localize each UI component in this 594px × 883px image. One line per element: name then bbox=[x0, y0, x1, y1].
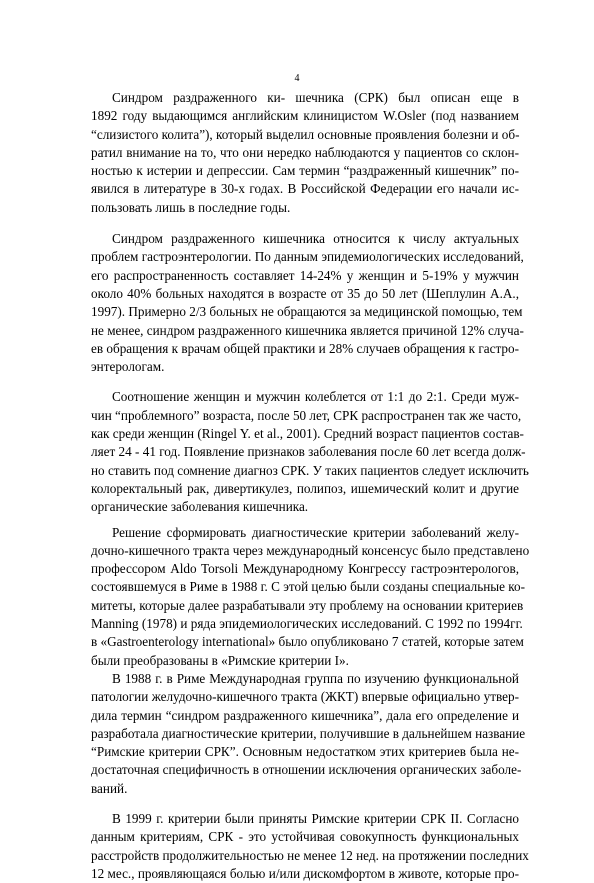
text-line: разработала диагностические критерии, получившие в дальнейшем название bbox=[91, 725, 526, 741]
body-text bbox=[91, 89, 530, 883]
text-line: 1997). Примерно 2/3 больных не обращаются за медицинской помощью, тем bbox=[91, 304, 523, 320]
text-line: ваний. bbox=[91, 780, 128, 796]
text-line: как среди женщин (Ringel Y. et al., 2001). Средний возраст пациентов состав- bbox=[91, 426, 524, 442]
text-line: достаточная специфичность в отношении исключения органических заболе- bbox=[91, 762, 522, 778]
text-line: но ставить под сомнение диагноз СРК. У таких пациентов следует исключить bbox=[91, 462, 529, 478]
text-line: колоректальный рак, дивертикулез, полипоз, ишемический колит и другие bbox=[91, 480, 519, 496]
text-line: Синдром раздраженного ки- шечника (СРК) был описан еще в bbox=[112, 90, 519, 105]
text-line: не менее, синдром раздраженного кишечника является причиной 12% случа- bbox=[91, 322, 524, 338]
text-line: профессором Aldo Torsoli Международному Конгрессу гастроэнтерологов, bbox=[91, 561, 519, 577]
paragraph-1 bbox=[91, 89, 519, 217]
text-line: данным критериям, СРК - это устойчивая совокупность функциональных bbox=[91, 829, 519, 845]
paragraph-2 bbox=[91, 230, 524, 376]
text-line: Соотношение женщин и мужчин колеблется от 1:1 до 2:1. Среди муж- bbox=[112, 389, 519, 405]
text-line: Manning (1978) и ряда эпидемиологических исследований. С 1992 по 1994гг. bbox=[91, 616, 523, 632]
text-line: энтерологам. bbox=[91, 359, 165, 375]
paragraph-4 bbox=[91, 524, 530, 670]
text-line: явился в литературе в 30-х годах. В Российской Федерации его начали ис- bbox=[91, 181, 519, 197]
paragraph-3 bbox=[91, 388, 529, 516]
text-line: В 1988 г. в Риме Международная группа по изучению функциональной bbox=[112, 670, 519, 686]
text-line: органические заболевания кишечника. bbox=[91, 499, 309, 515]
text-line: ратил внимание на то, что они нередко наблюдаются у пациентов со склон- bbox=[91, 144, 519, 160]
text-line: “слизистого колита”), который выделил основные проявления болезни и об- bbox=[91, 126, 520, 142]
text-line: чин “проблемного” возраста, после 50 лет, СРК распространен так же часто, bbox=[91, 407, 522, 423]
text-line: его распространенность составляет 14-24% у женщин и 5-19% у мужчин bbox=[91, 267, 519, 283]
text-line: ев обращения к врачам общей практики и 28% случаев обращения к гастро- bbox=[91, 340, 519, 356]
text-line: пользовать лишь в последние годы. bbox=[91, 199, 291, 215]
text-line: состоявшемуся в Риме в 1988 г. С этой целью были созданы специальные ко- bbox=[91, 579, 526, 595]
text-line: 1892 году выдающимся английским клиницистом W.Osler (под названием bbox=[91, 108, 519, 124]
text-line: ностью к истерии и депрессии. Сам термин “раздраженный кишечник” по- bbox=[91, 163, 519, 179]
text-line: проблем гастроэнтерологии. По данным эпидемиологических исследований, bbox=[91, 249, 524, 265]
text-line: Решение сформировать диагностические критерии заболеваний желу- bbox=[112, 524, 519, 540]
paragraph-5 bbox=[91, 670, 526, 798]
text-line: Синдром раздраженного кишечника относится к числу актуальных bbox=[112, 231, 519, 247]
text-line: ляет 24 - 41 год. Появление признаков заболевания после 60 лет всегда долж- bbox=[91, 444, 526, 460]
text-line: патологии желудочно-кишечного тракта (ЖКТ) впервые официально утвер- bbox=[91, 689, 519, 705]
text-line: дочно-кишечного тракта через международный консенсус было представлено bbox=[91, 542, 530, 558]
text-line: расстройств продолжительностью не менее 12 нед. на протяжении последних bbox=[91, 847, 529, 863]
text-line: В 1999 г. критерии были приняты Римские критерии СРК II. Согласно bbox=[112, 810, 519, 826]
page-number: 4 bbox=[294, 73, 300, 84]
text-line: в «Gastroenterology international» было опубликовано 7 статей, которые затем bbox=[91, 634, 524, 650]
text-line: дила термин “синдром раздраженного кишечника”, дала его определение и bbox=[91, 707, 519, 723]
text-line: 12 мес., проявляющаяся болью и/или дискомфортом в животе, которые про- bbox=[91, 865, 519, 881]
paragraph-6 bbox=[91, 810, 529, 883]
text-line: “Римские критерии СРК”. Основным недостатком этих критериев была не- bbox=[91, 744, 519, 760]
text-line: митеты, которые далее разрабатывали эту проблему на основании критериев bbox=[91, 597, 524, 613]
text-line: около 40% больных находятся в возрасте от 35 до 50 лет (Шеплулин А.А., bbox=[91, 285, 519, 301]
text-line: были преобразованы в «Римские критерии I». bbox=[91, 652, 349, 668]
